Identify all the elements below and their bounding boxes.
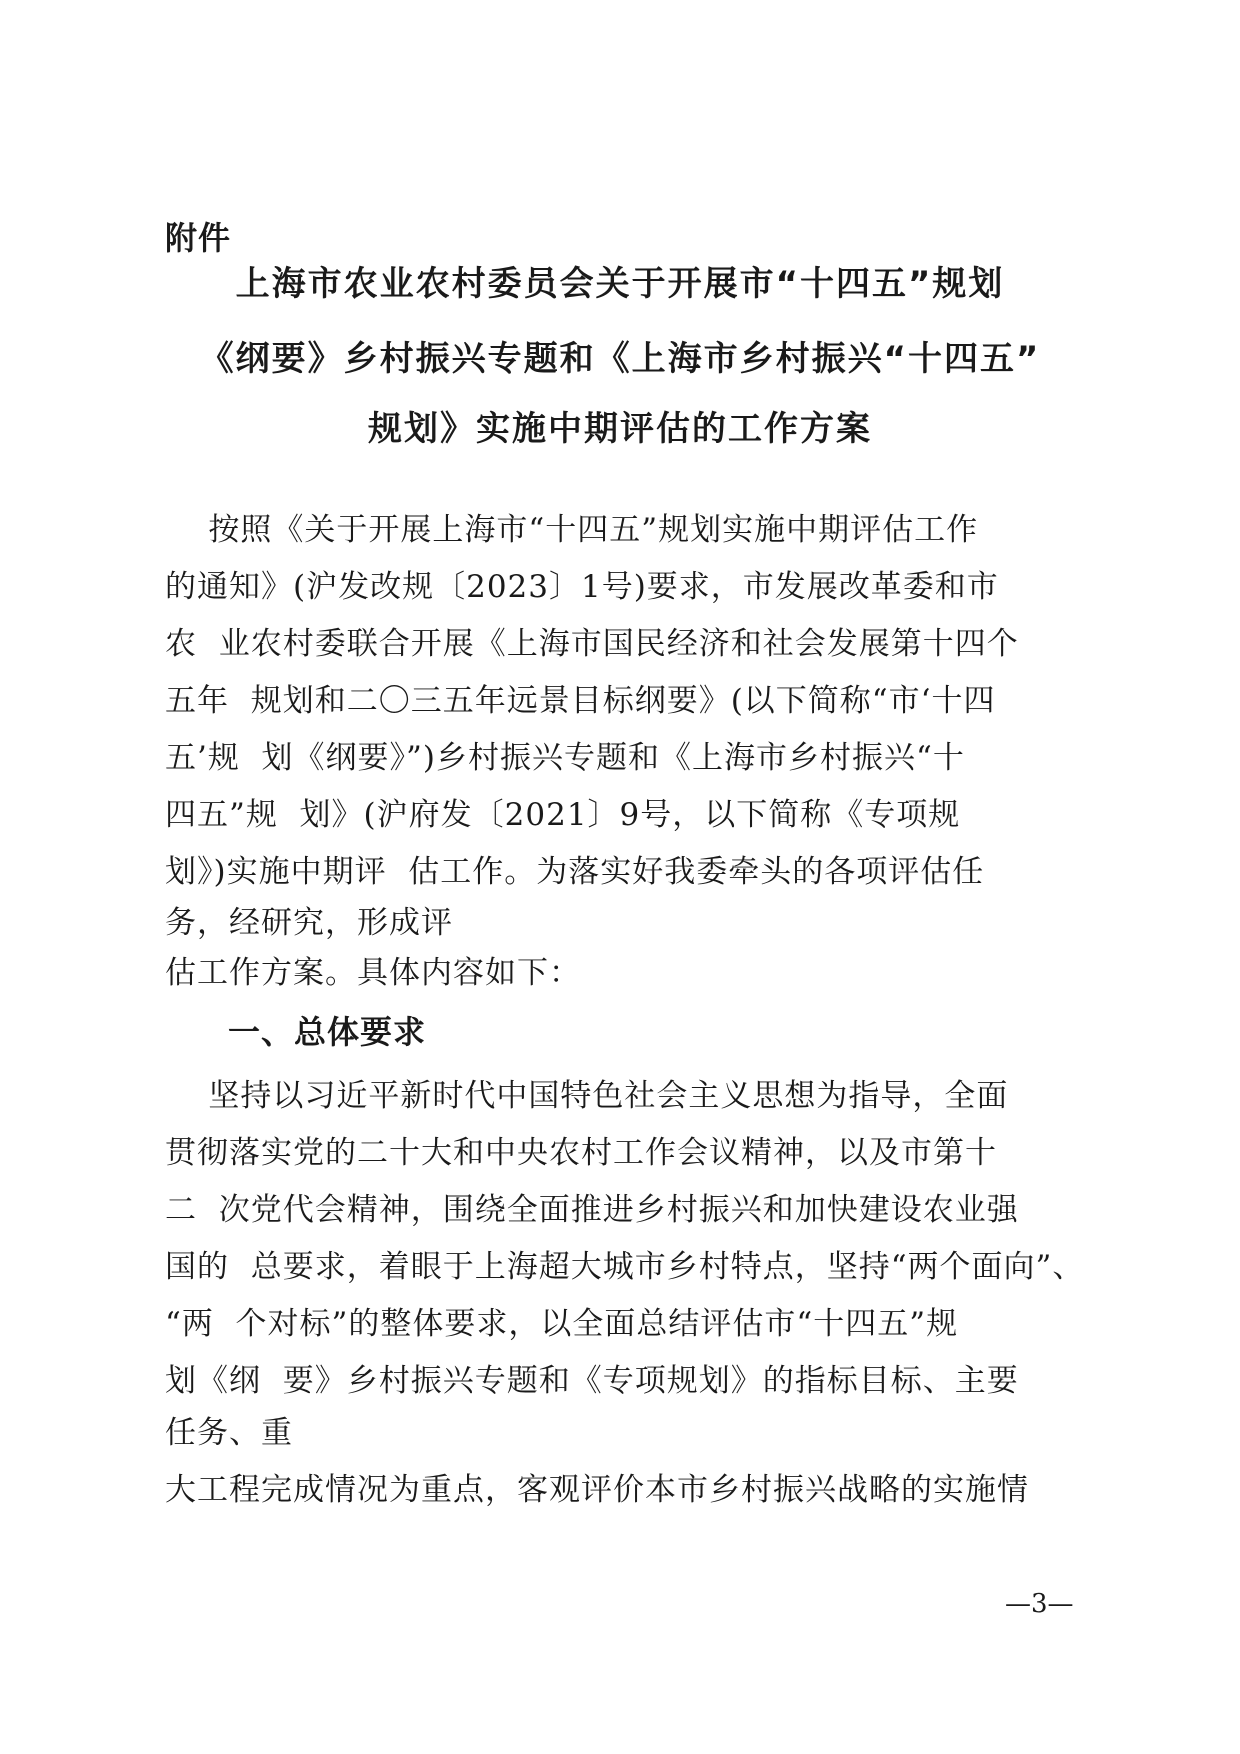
paragraph-1-line: 农 业农村委联合开展《上海市国民经济和社会发展第十四个 <box>165 626 1019 662</box>
paragraph-2-line: 坚持以习近平新时代中国特色社会主义思想为指导，全面 <box>165 1078 1009 1114</box>
document-title-line-2: 《纲要》乡村振兴专题和《上海市乡村振兴“十四五” <box>199 339 1041 379</box>
attachment-label: 附件 <box>165 219 232 257</box>
paragraph-1-line: 估工作方案。具体内容如下： <box>165 955 581 991</box>
paragraph-2-line: 划《纲 要》乡村振兴专题和《专项规划》的指标目标、主要 <box>165 1363 1019 1399</box>
paragraph-2-line: “两 个对标”的整体要求，以全面总结评估市“十四五”规 <box>165 1306 959 1342</box>
paragraph-2-line: 二 次党代会精神，围绕全面推进乡村振兴和加快建设农业强 <box>165 1192 1019 1228</box>
section-1-heading: 一、总体要求 <box>228 1013 427 1051</box>
document-title-line-1: 上海市农业农村委员会关于开展市“十四五”规划 <box>235 264 1005 304</box>
paragraph-2-line: 贯彻落实党的二十大和中央农村工作会议精神，以及市第十 <box>165 1135 997 1171</box>
paragraph-1-line: 五年 规划和二〇三五年远景目标纲要》(以下简称“市‘十四 <box>165 683 996 719</box>
paragraph-2-line: 任务、重 <box>165 1415 293 1451</box>
document-title-line-3: 规划》实施中期评估的工作方案 <box>368 409 872 449</box>
paragraph-1-line: 的通知》(沪发改规〔2023〕1号)要求，市发展改革委和市 <box>165 569 999 605</box>
paragraph-1-line: 划》)实施中期评 估工作。为落实好我委牵头的各项评估任 <box>165 854 985 890</box>
paragraph-1-line: 按照《关于开展上海市“十四五”规划实施中期评估工作 <box>165 512 979 548</box>
paragraph-1-line: 四五”规 划》(沪府发〔2021〕9号，以下简称《专项规 <box>165 797 961 833</box>
paragraph-1-line: 务，经研究，形成评 <box>165 905 453 941</box>
paragraph-1-line: 五’规 划《纲要》”)乡村振兴专题和《上海市乡村振兴“十 <box>165 740 965 776</box>
paragraph-2-line: 大工程完成情况为重点，客观评价本市乡村振兴战略的实施情 <box>165 1472 1029 1508</box>
paragraph-2-line: 国的 总要求，着眼于上海超大城市乡村特点，坚持“两个面向”、 <box>165 1249 1085 1285</box>
page-number: —3— <box>1005 1589 1074 1619</box>
